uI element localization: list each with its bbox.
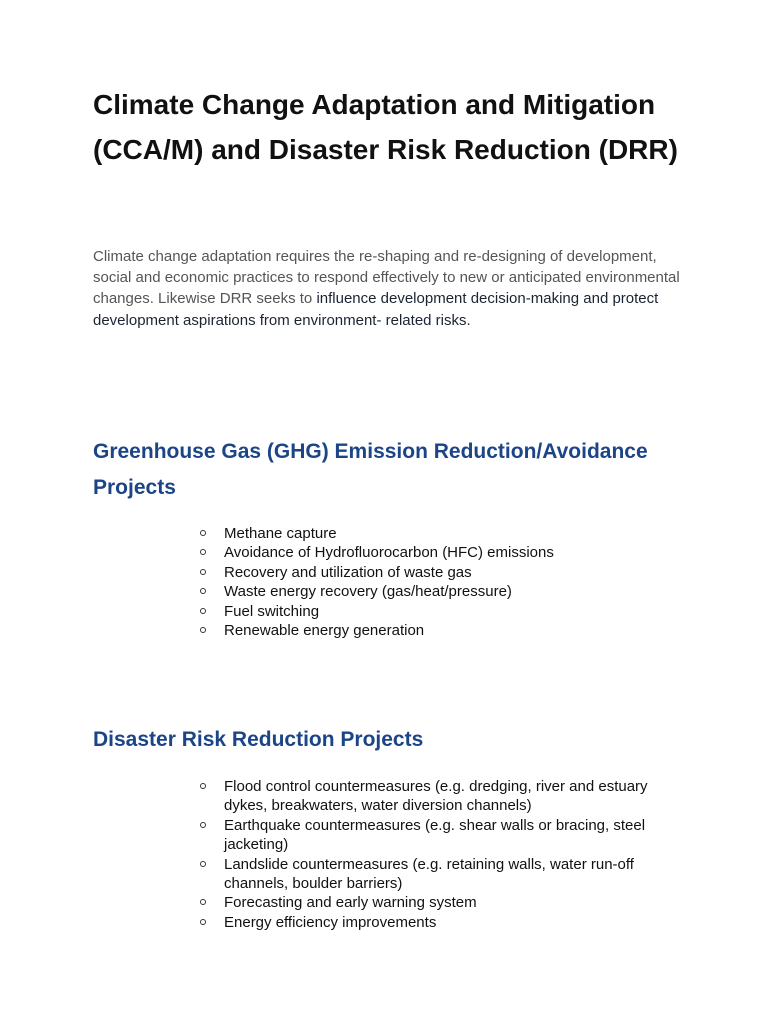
list-item (200, 816, 680, 855)
drr-project-list (200, 777, 680, 932)
circle-bullet-icon (200, 627, 206, 633)
circle-bullet-icon (200, 899, 206, 905)
list-item-text: Flood control countermeasures (e.g. dredging, river and estuary dykes, breakwaters, water diversion channels) (224, 778, 648, 815)
list-item-text: Avoidance of Hydrofluorocarbon (HFC) emissions (224, 544, 554, 562)
intro-text: Climate change adaptation requires the re-shaping and re-designing of development, social and economic practices to respond effectively to new or anticipated environmental changes. Likewise DRR seeks to (93, 248, 680, 308)
page-title: Climate Change Adaptation and Mitigation (CCA/M) and Disaster Risk Reduction (DRR) (93, 89, 678, 165)
list-item-text: Earthquake countermeasures (e.g. shear walls or bracing, steel jacketing) (224, 816, 646, 854)
circle-bullet-icon (200, 783, 206, 789)
list-item-text: Forecasting and early warning system (224, 894, 477, 912)
list-item-text: Renewable energy generation (224, 622, 425, 640)
list-item (200, 855, 680, 894)
list-item (200, 777, 680, 816)
list-item (200, 913, 680, 932)
list-item (200, 582, 680, 601)
section-heading-drr: Disaster Risk Reduction Projects (93, 728, 424, 751)
list-item-text: Waste energy recovery (gas/heat/pressure) (224, 583, 512, 601)
list-item (200, 524, 680, 543)
circle-bullet-icon (200, 588, 206, 594)
section-heading-ghg: Greenhouse Gas (GHG) Emission Reduction/Avoidance Projects (93, 440, 648, 499)
circle-bullet-icon (200, 861, 206, 867)
list-item (200, 602, 680, 621)
intro-emphasis-text: influence development decision-making and protect development aspirations from environment- related risks. (93, 290, 659, 329)
circle-bullet-icon (200, 549, 206, 555)
circle-bullet-icon (200, 530, 206, 536)
circle-bullet-icon (200, 569, 206, 575)
list-item (200, 563, 680, 582)
list-item-text: Fuel switching (224, 602, 320, 620)
list-item (200, 893, 680, 912)
circle-bullet-icon (200, 822, 206, 828)
list-item-text: Landslide countermeasures (e.g. retaining walls, water run-off channels, boulder barriers) (224, 855, 634, 893)
circle-bullet-icon (200, 608, 206, 614)
ghg-project-list (200, 524, 680, 640)
list-item-text: Methane capture (224, 525, 337, 542)
list-item (200, 543, 680, 562)
list-item-text: Energy efficiency improvements (224, 913, 437, 931)
list-item (200, 621, 680, 640)
list-item-text: Recovery and utilization of waste gas (224, 563, 472, 581)
intro-paragraph (93, 246, 683, 331)
circle-bullet-icon (200, 919, 206, 925)
